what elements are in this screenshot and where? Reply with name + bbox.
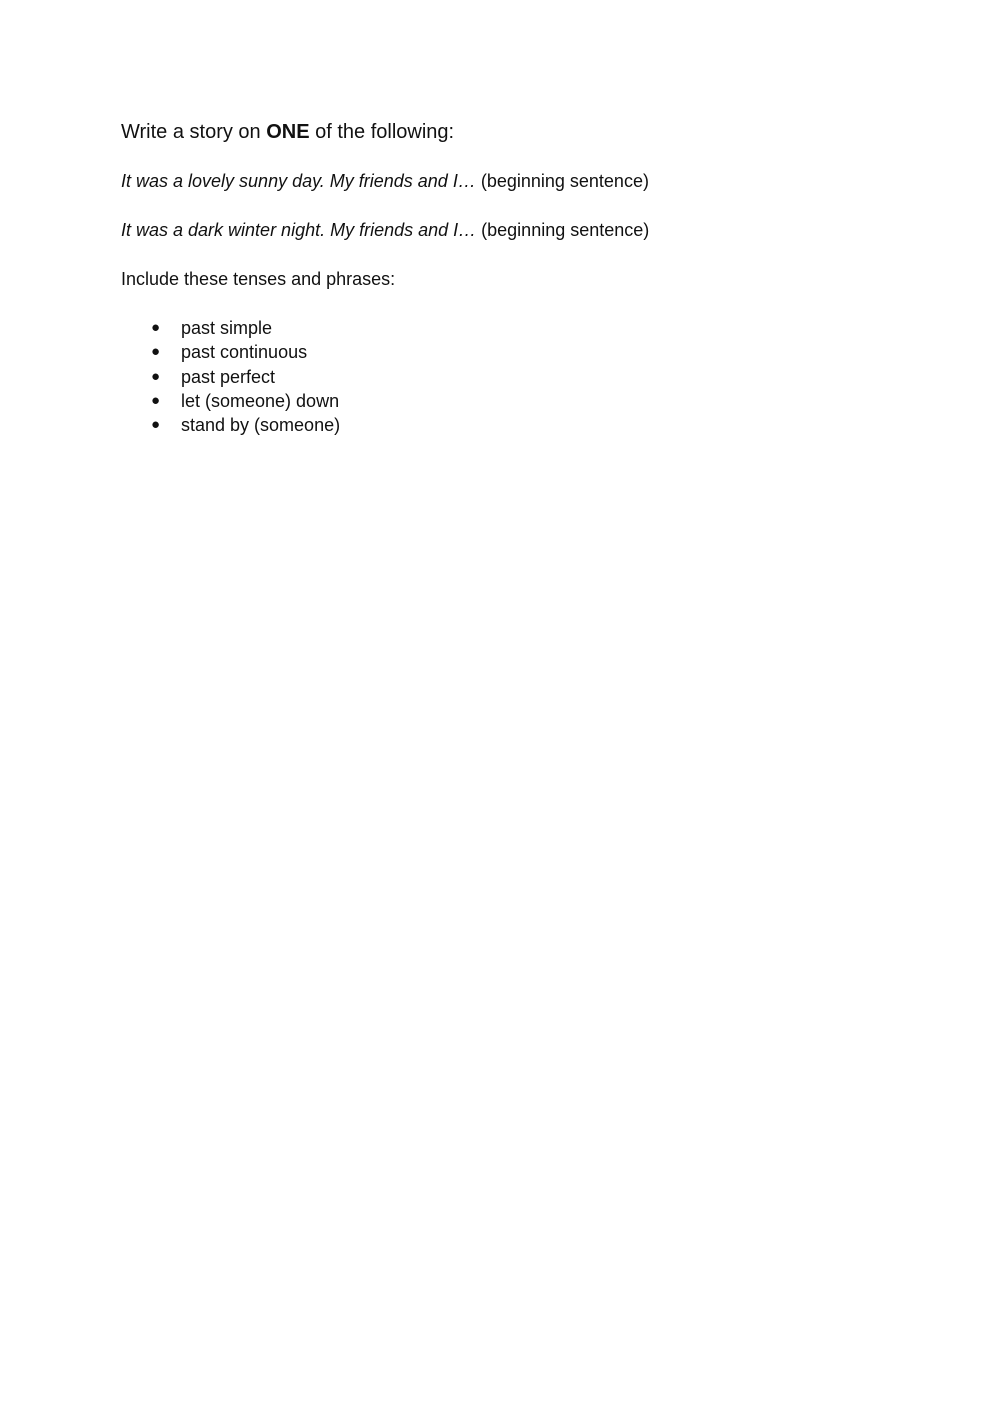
story-option-1-sentence: It was a lovely sunny day. My friends and I… bbox=[121, 171, 476, 191]
list-item bbox=[121, 365, 881, 389]
worksheet-content bbox=[121, 118, 881, 437]
list-item bbox=[121, 340, 881, 364]
story-option-2-sentence: It was a dark winter night. My friends and I… bbox=[121, 220, 477, 240]
story-option-2-note: (beginning sentence) bbox=[476, 220, 650, 240]
task-heading-prefix: Write a story on bbox=[121, 121, 267, 143]
story-option-1 bbox=[121, 168, 881, 194]
bullet-icon: ● bbox=[151, 391, 161, 409]
bullet-icon: ● bbox=[151, 343, 161, 361]
list-item-text: stand by (someone) bbox=[181, 415, 341, 436]
task-heading-emphasis: ONE bbox=[266, 121, 310, 143]
list-item bbox=[121, 389, 881, 413]
bullet-icon: ● bbox=[151, 319, 161, 336]
list-item-text: past simple bbox=[181, 318, 273, 338]
task-heading bbox=[121, 118, 881, 146]
story-option-2 bbox=[121, 217, 881, 243]
list-item-text: let (someone) down bbox=[181, 390, 340, 411]
bullet-icon: ● bbox=[151, 416, 161, 434]
task-heading-suffix: of the following: bbox=[309, 121, 455, 143]
bullet-icon: ● bbox=[151, 367, 161, 385]
include-label: Include these tenses and phrases: bbox=[121, 269, 396, 289]
list-item bbox=[121, 413, 881, 437]
phrase-list bbox=[121, 316, 881, 437]
list-item bbox=[121, 316, 881, 340]
story-option-1-note: (beginning sentence) bbox=[475, 171, 649, 191]
list-item-text: past continuous bbox=[181, 342, 308, 363]
list-item-text: past perfect bbox=[181, 366, 276, 387]
